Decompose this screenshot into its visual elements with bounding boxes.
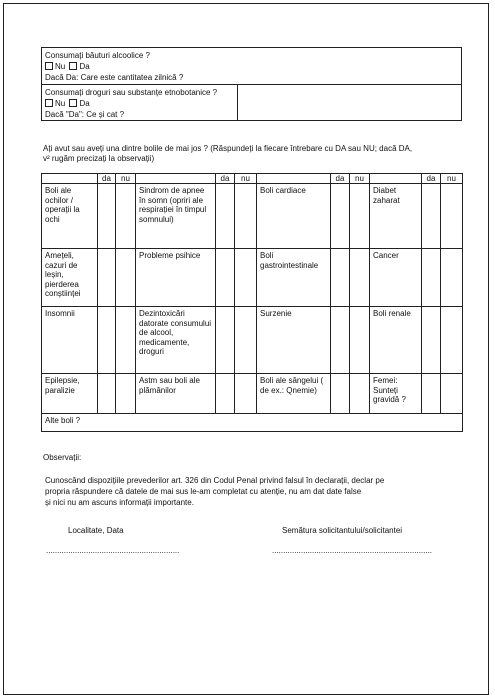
alcohol-no-label: Nu <box>55 62 66 71</box>
disease-name: Astm sau boli ale plămânilor <box>136 374 216 414</box>
drugs-divider <box>237 85 238 120</box>
header-da: da <box>98 174 116 184</box>
answer-da-cell[interactable] <box>98 374 116 414</box>
answer-da-cell[interactable] <box>331 249 350 307</box>
disease-name: Insomnii <box>42 307 98 374</box>
answer-nu-cell[interactable] <box>350 374 370 414</box>
answer-da-cell[interactable] <box>216 249 235 307</box>
drugs-options <box>45 99 90 109</box>
diseases-intro-line2: v² rugăm precizați la observații) <box>43 154 155 163</box>
header-empty <box>136 174 216 184</box>
drugs-no-label: Nu <box>55 99 66 108</box>
alcohol-followup: Dacă Da: Care este cantitatea zilnică ? <box>45 73 184 82</box>
drugs-no-checkbox[interactable] <box>45 99 53 107</box>
declaration-line3: și nici nu am ascuns informații importante. <box>45 498 194 507</box>
disease-name: Boli ale sângelui ( de ex.: Qnemie) <box>257 374 331 414</box>
answer-nu-cell[interactable] <box>235 374 257 414</box>
disease-name: Sindrom de apnee în somn (opriri ale respirației în timpul somnului) <box>136 184 216 249</box>
other-diseases-field[interactable]: Alte boli ? <box>42 414 463 432</box>
disease-name: Boli gastrointestinale <box>257 249 331 307</box>
answer-nu-cell[interactable] <box>441 249 463 307</box>
table-row-other <box>42 414 463 432</box>
alcohol-question: Consumați băuturi alcoolice ? <box>45 51 150 60</box>
declaration-line2: propria răspundere că datele de mai sus le-am completat cu atenție, nu am dat date false <box>45 487 362 496</box>
signature-line[interactable]: ........................................................................ <box>272 546 433 555</box>
header-empty <box>42 174 98 184</box>
answer-nu-cell[interactable] <box>235 184 257 249</box>
header-nu: nu <box>116 174 136 184</box>
drugs-yes-label: Da <box>79 99 90 108</box>
answer-da-cell[interactable] <box>331 184 350 249</box>
disease-name: Probleme psihice <box>136 249 216 307</box>
header-nu: nu <box>235 174 257 184</box>
alcohol-options <box>45 62 90 72</box>
place-date-label: Localitate, Data <box>68 526 124 535</box>
answer-da-cell[interactable] <box>98 307 116 374</box>
answer-da-cell[interactable] <box>216 374 235 414</box>
header-nu: nu <box>441 174 463 184</box>
header-da: da <box>216 174 235 184</box>
header-da: da <box>422 174 441 184</box>
disease-name: Surzenie <box>257 307 331 374</box>
drugs-question: Consumați droguri sau substanțe etnobotanice ? <box>45 88 218 97</box>
answer-nu-cell[interactable] <box>441 184 463 249</box>
answer-nu-cell[interactable] <box>441 374 463 414</box>
disease-name: Cancer <box>370 249 422 307</box>
answer-da-cell[interactable] <box>422 249 441 307</box>
answer-nu-cell[interactable] <box>235 307 257 374</box>
answer-da-cell[interactable] <box>422 307 441 374</box>
header-da: da <box>331 174 350 184</box>
answer-da-cell[interactable] <box>98 249 116 307</box>
header-empty <box>257 174 331 184</box>
answer-nu-cell[interactable] <box>350 184 370 249</box>
disease-name: Epilepsie, paralizie <box>42 374 98 414</box>
declaration-line1: Cunoscând dispozițiile prevederilor art. 326 din Codul Penal privind falsul în declarații, declar pe <box>45 476 385 485</box>
answer-nu-cell[interactable] <box>350 307 370 374</box>
header-empty <box>370 174 422 184</box>
drugs-yes-checkbox[interactable] <box>69 99 77 107</box>
header-nu: nu <box>350 174 370 184</box>
answer-da-cell[interactable] <box>216 307 235 374</box>
observations-label: Observații: <box>43 453 82 462</box>
disease-name: Boli cardiace <box>257 184 331 249</box>
table-row <box>42 249 463 307</box>
answer-nu-cell[interactable] <box>116 249 136 307</box>
place-date-line[interactable]: ............................................................ <box>46 546 180 555</box>
disease-name: Boli ale ochilor / operații la ochi <box>42 184 98 249</box>
answer-da-cell[interactable] <box>216 184 235 249</box>
signature-label: Semătura solicitantului/solicitantei <box>282 526 403 535</box>
table-row <box>42 307 463 374</box>
answer-nu-cell[interactable] <box>350 249 370 307</box>
disease-table <box>41 173 463 432</box>
disease-name: Femei: Sunteți gravidă ? <box>370 374 422 414</box>
disease-name: Amețeli, cazuri de leșin, pierderea conștiinței <box>42 249 98 307</box>
answer-da-cell[interactable] <box>422 374 441 414</box>
table-row <box>42 184 463 249</box>
answer-nu-cell[interactable] <box>116 184 136 249</box>
diseases-intro-line1: Ați avut sau aveți una dintre bolile de mai jos ? (Răspundeți la fiecare întrebare cu DA sau NU; dacă DA, <box>43 144 413 153</box>
alcohol-section <box>41 47 462 85</box>
answer-da-cell[interactable] <box>422 184 441 249</box>
disease-name: Dezintoxicări datorate consumului de alcool, medicamente, droguri <box>136 307 216 374</box>
alcohol-no-checkbox[interactable] <box>45 62 53 70</box>
answer-da-cell[interactable] <box>331 374 350 414</box>
answer-nu-cell[interactable] <box>441 307 463 374</box>
answer-nu-cell[interactable] <box>116 374 136 414</box>
answer-da-cell[interactable] <box>331 307 350 374</box>
drugs-section <box>41 84 462 121</box>
drugs-followup: Dacă "Da": Ce și cat ? <box>45 110 125 119</box>
answer-nu-cell[interactable] <box>235 249 257 307</box>
table-row <box>42 374 463 414</box>
answer-da-cell[interactable] <box>98 184 116 249</box>
alcohol-yes-label: Da <box>79 62 90 71</box>
alcohol-yes-checkbox[interactable] <box>69 62 77 70</box>
answer-nu-cell[interactable] <box>116 307 136 374</box>
table-header-row <box>42 174 463 184</box>
disease-name: Boli renale <box>370 307 422 374</box>
disease-name: Diabet zaharat <box>370 184 422 249</box>
